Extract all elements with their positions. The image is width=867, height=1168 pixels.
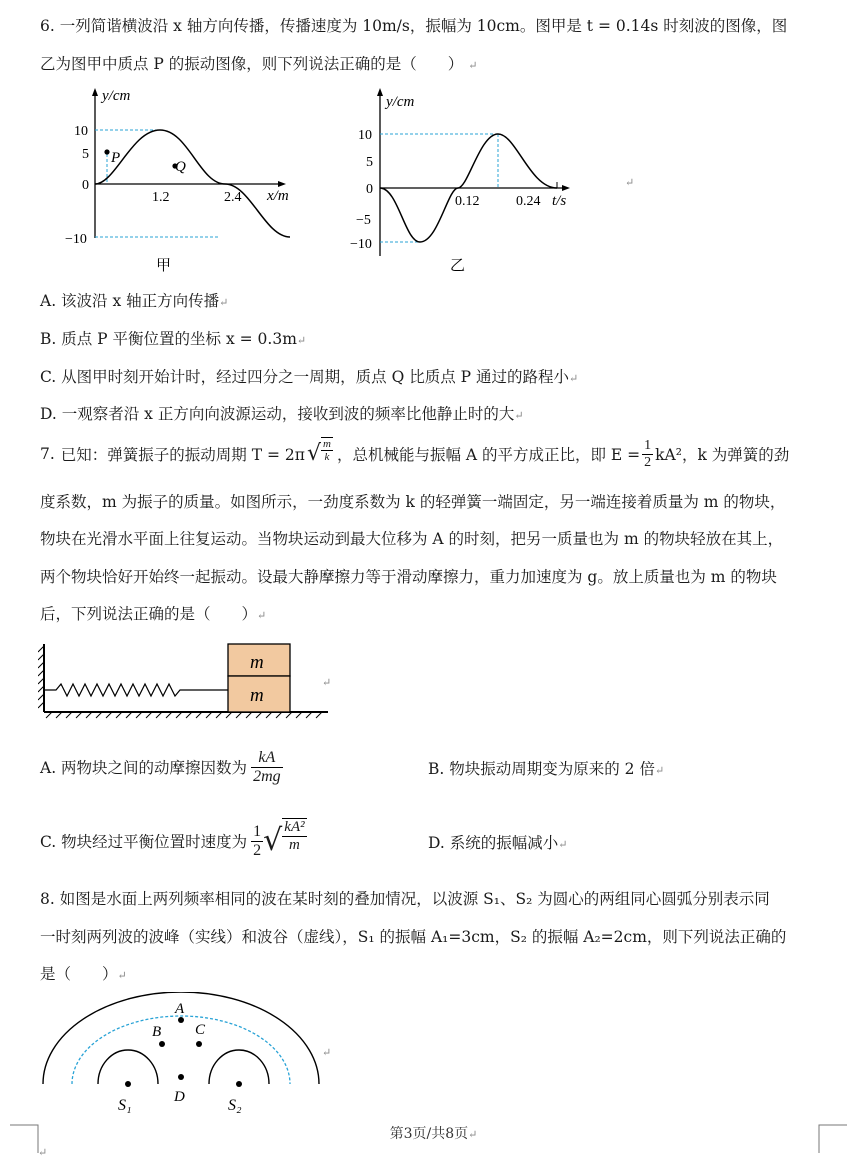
yi-ytick-10: 10 xyxy=(358,128,372,143)
point-d-dot xyxy=(178,1074,184,1080)
q6-option-a xyxy=(40,289,228,311)
block-top-label: m xyxy=(250,652,264,673)
q6-option-b xyxy=(40,327,306,349)
jia-ytick-10: 10 xyxy=(74,124,88,139)
q8-number: 8. xyxy=(40,890,55,908)
q7-stem-l1-c: kA²，k 为弹簧的劲 xyxy=(655,446,790,464)
yi-ytick-5: 5 xyxy=(366,155,373,170)
return-mark: ↵ xyxy=(322,676,332,689)
return-mark: ↵ xyxy=(468,59,478,72)
q7-half-fraction xyxy=(642,438,653,470)
return-mark: ↵ xyxy=(654,764,665,777)
q7-sqrt-den: k xyxy=(324,451,330,464)
q7-half-num: 1 xyxy=(644,438,652,454)
point-c-dot xyxy=(196,1041,202,1047)
yi-xlabel: t/s xyxy=(552,193,567,209)
jia-ylabel: y/cm xyxy=(102,88,131,104)
yi-y-arrow xyxy=(377,88,383,96)
s1-trough-dashed xyxy=(72,1016,290,1084)
q7-option-a-den: 2mg xyxy=(253,767,281,785)
q8-stem-line3: 是（ ） xyxy=(40,965,118,983)
return-mark: ↵ xyxy=(468,1128,478,1141)
jia-xtick-2-4: 2.4 xyxy=(224,190,242,205)
q7-option-a-fraction xyxy=(251,749,283,785)
q7-option-c xyxy=(40,816,307,866)
q7-half-den: 2 xyxy=(644,454,652,470)
q7-stem-l1-a: 已知：弹簧振子的振动周期 T = 2π xyxy=(60,446,305,464)
point-a-dot xyxy=(178,1017,184,1023)
source-s1-dot xyxy=(125,1081,131,1087)
q6-option-c-text: C. 从图甲时刻开始计时，经过四分之一周期，质点 Q 比质点 P 通过的路程小 xyxy=(40,368,570,386)
q6-option-d-text: D. 一观察者沿 x 正方向向波源运动，接收到波的频率比他静止时的大 xyxy=(40,405,515,423)
q7-option-c-sqrt-den: m xyxy=(289,836,300,853)
jia-point-p-dot xyxy=(104,149,109,154)
spacer8 xyxy=(43,1015,319,1084)
yi-ylabel: y/cm xyxy=(386,94,415,110)
q8-stem-line1: 如图是水面上两列频率相同的波在某时刻的叠加情况，以波源 S₁、S₂ 为圆心的两组同心圆弧分别表示同 xyxy=(59,890,770,908)
spacer7 xyxy=(100,1049,321,1084)
q7-option-c-sqrt: √ $\frac{\text{kA²}}{m}$ xyxy=(263,818,306,864)
q6-option-a-text: A. 该波沿 x 轴正方向传播 xyxy=(40,292,220,310)
q7-stem-line5: 后，下列说法正确的是（ ） xyxy=(40,605,258,623)
q6-line1 xyxy=(40,14,787,36)
return-mark: ↵ xyxy=(514,409,524,422)
s2-crest-inner xyxy=(209,1050,269,1084)
yi-caption: 乙 xyxy=(450,258,466,274)
label-c: C xyxy=(195,1022,206,1038)
label-b: B xyxy=(152,1024,162,1040)
return-mark: ↵ xyxy=(558,838,568,851)
jia-ytick-0: 0 xyxy=(82,178,89,193)
q7-option-a xyxy=(40,744,283,790)
jia-x-arrow xyxy=(278,181,286,187)
q7-line4 xyxy=(40,565,777,587)
q7-option-c-text: C. 物块经过平衡位置时速度为 xyxy=(40,833,248,851)
q7-line1 xyxy=(40,434,789,474)
q7-sqrt-num: m xyxy=(322,438,331,450)
jia-label-p: P xyxy=(111,150,121,166)
q7-option-c-half-den: 2 xyxy=(253,841,262,859)
source-s2-dot xyxy=(236,1081,242,1087)
q6-option-c xyxy=(40,365,578,387)
jia-caption: 甲 xyxy=(156,258,172,274)
q7-stem-line2: 度系数，m 为振子的质量。如图所示，一劲度系数为 k 的轻弹簧一端固定，另一端连接着质量为 m 的物块， xyxy=(40,493,786,511)
q7-option-d xyxy=(428,831,567,853)
q6-figure-yi xyxy=(330,86,580,276)
s1-crest-inner xyxy=(98,1050,158,1084)
point-b-dot xyxy=(159,1041,165,1047)
jia-ytick-5: 5 xyxy=(82,147,89,162)
q7-option-c-half xyxy=(251,823,263,859)
q7-number: 7. xyxy=(40,445,55,463)
q7-option-c-half-num: 1 xyxy=(253,822,262,840)
q6-stem-line1: 一列简谐横波沿 x 轴方向传播，传播速度为 10m/s，振幅为 10cm。图甲是 t = 0.14s 时刻波的图像，图 xyxy=(59,17,788,35)
q8-line2 xyxy=(40,925,786,947)
q7-stem-line3: 物块在光滑水平面上往复运动。当物块运动到最大位移为 A 的时刻，把另一质量也为 m 的物块轻放在其上， xyxy=(40,530,784,548)
jia-xtick-1-2: 1.2 xyxy=(152,190,170,205)
q7-option-b xyxy=(428,757,664,779)
return-mark: ↵ xyxy=(296,334,307,347)
yi-xtick-0-24: 0.24 xyxy=(516,194,541,209)
q7-sqrt-m-over-k: √ $\frac{m}{k}$ xyxy=(307,437,333,471)
q7-stem-l1-b: ，总机械能与振幅 A 的平方成正比，即 E = xyxy=(336,446,641,464)
yi-ytick-neg10: −10 xyxy=(350,237,372,252)
page-footer xyxy=(0,1123,867,1143)
return-mark: ↵ xyxy=(219,296,229,309)
q7-option-b-text: B. 物块振动周期变为原来的 2 倍 xyxy=(428,760,655,778)
q7-line3 xyxy=(40,527,783,549)
label-a: A xyxy=(175,1001,185,1017)
yi-ytick-0: 0 xyxy=(366,182,373,197)
yi-ytick-neg5: −5 xyxy=(356,213,371,228)
return-mark: ↵ xyxy=(38,1146,48,1159)
q8-line3 xyxy=(40,962,127,984)
q6-option-b-text: B. 质点 P 平衡位置的坐标 x = 0.3m xyxy=(40,330,297,348)
q8-stem-line2: 一时刻两列波的波峰（实线）和波谷（虚线），S₁ 的振幅 A₁=3cm，S₂ 的振幅 A₂=2cm，则下列说法正确的 xyxy=(40,928,787,946)
spacer5 xyxy=(100,1047,322,1084)
label-s1: S₁ xyxy=(118,1097,132,1114)
q7-spring-figure xyxy=(38,638,338,724)
q7-option-c-sqrt-num: kA² xyxy=(284,819,305,835)
page-number: 第3页/共8页 xyxy=(389,1126,469,1142)
jia-xlabel: x/m xyxy=(267,188,289,204)
q7-line5 xyxy=(40,602,266,624)
label-s2: S₂ xyxy=(228,1097,242,1114)
spring xyxy=(44,684,228,696)
q6-number: 6. xyxy=(40,17,55,35)
q6-line2 xyxy=(40,52,477,74)
label-d: D xyxy=(174,1089,185,1105)
q6-option-d xyxy=(40,402,524,424)
yi-x-arrow xyxy=(562,185,570,191)
yi-xtick-0-12: 0.12 xyxy=(455,194,480,209)
q8-interference-figure xyxy=(38,992,338,1122)
return-mark: ↵ xyxy=(569,372,579,385)
q7-option-a-num: kA xyxy=(251,749,283,768)
q6-stem-line2: 乙为图甲中质点 P 的振动图像，则下列说法正确的是（ ） xyxy=(40,55,464,73)
q7-line2 xyxy=(40,490,785,512)
block-bottom-label: m xyxy=(250,685,264,706)
return-mark: ↵ xyxy=(322,1046,332,1059)
return-mark: ↵ xyxy=(117,969,127,982)
return-mark: ↵ xyxy=(257,609,267,622)
return-mark: ↵ xyxy=(625,176,635,189)
q7-option-d-text: D. 系统的振幅减小 xyxy=(428,834,559,852)
q8-line1 xyxy=(40,887,770,909)
jia-y-arrow xyxy=(92,88,98,96)
jia-label-q: Q xyxy=(175,159,186,175)
q6-figure-jia xyxy=(60,86,300,276)
q7-stem-line4: 两个物块恰好开始终一起振动。设最大静摩擦力等于滑动摩擦力，重力加速度为 g。放上质量也为 m 的物块 xyxy=(40,568,777,586)
q7-option-a-text: A. 两物块之间的动摩擦因数为 xyxy=(40,759,248,777)
jia-ytick-neg10: −10 xyxy=(65,232,87,247)
